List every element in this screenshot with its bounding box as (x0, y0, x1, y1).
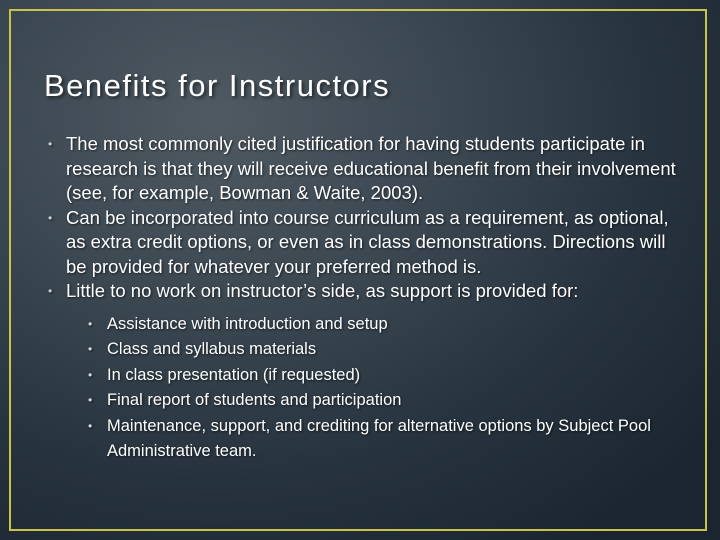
bullet-text: Little to no work on instructor’s side, as support is provided for: (66, 280, 579, 301)
bullet-icon: • (88, 316, 93, 331)
sub-bullet-text: In class presentation (if requested) (107, 365, 361, 384)
bullet-icon: • (48, 210, 53, 225)
bullet-icon: • (48, 284, 53, 298)
sub-bullet-item (85, 414, 688, 465)
bullet-icon: • (88, 418, 93, 433)
sub-bullet-item (85, 312, 688, 338)
sub-bullet-item (85, 363, 688, 389)
bullet-item-support (48, 279, 688, 465)
sub-bullet-text: Assistance with introduction and setup (107, 314, 388, 333)
bullet-icon: • (48, 137, 53, 151)
sub-bullet-text: Final report of students and participation (107, 391, 402, 409)
sub-bullet-list (85, 312, 688, 465)
sub-bullet-item (85, 388, 688, 414)
sub-bullet-item (85, 337, 688, 363)
bullet-text: The most commonly cited justification for having students participate in research is that they will receive educational benefit from their involvement (see, for example, Bowman & Waite, 2003). (66, 133, 676, 203)
slide-title: Benefits for Instructors (44, 68, 391, 103)
sub-bullet-text: Maintenance, support, and crediting for alternative options by Subject Pool Administrative team. (107, 416, 651, 460)
sub-bullet-text: Class and syllabus materials (107, 340, 317, 358)
bullet-icon: • (88, 342, 93, 356)
bullet-icon: • (88, 393, 93, 407)
bullet-icon: • (88, 367, 93, 382)
sub-bullet-container (85, 312, 688, 465)
bullet-item-justification (48, 132, 688, 206)
bullet-item-curriculum (48, 206, 688, 280)
bullet-text: Can be incorporated into course curriculum as a requirement, as optional, as extra credit options, or even as in class demonstrations. Directions will be provided for whatever your preferred method is. (66, 206, 669, 277)
bullet-list (48, 132, 688, 465)
